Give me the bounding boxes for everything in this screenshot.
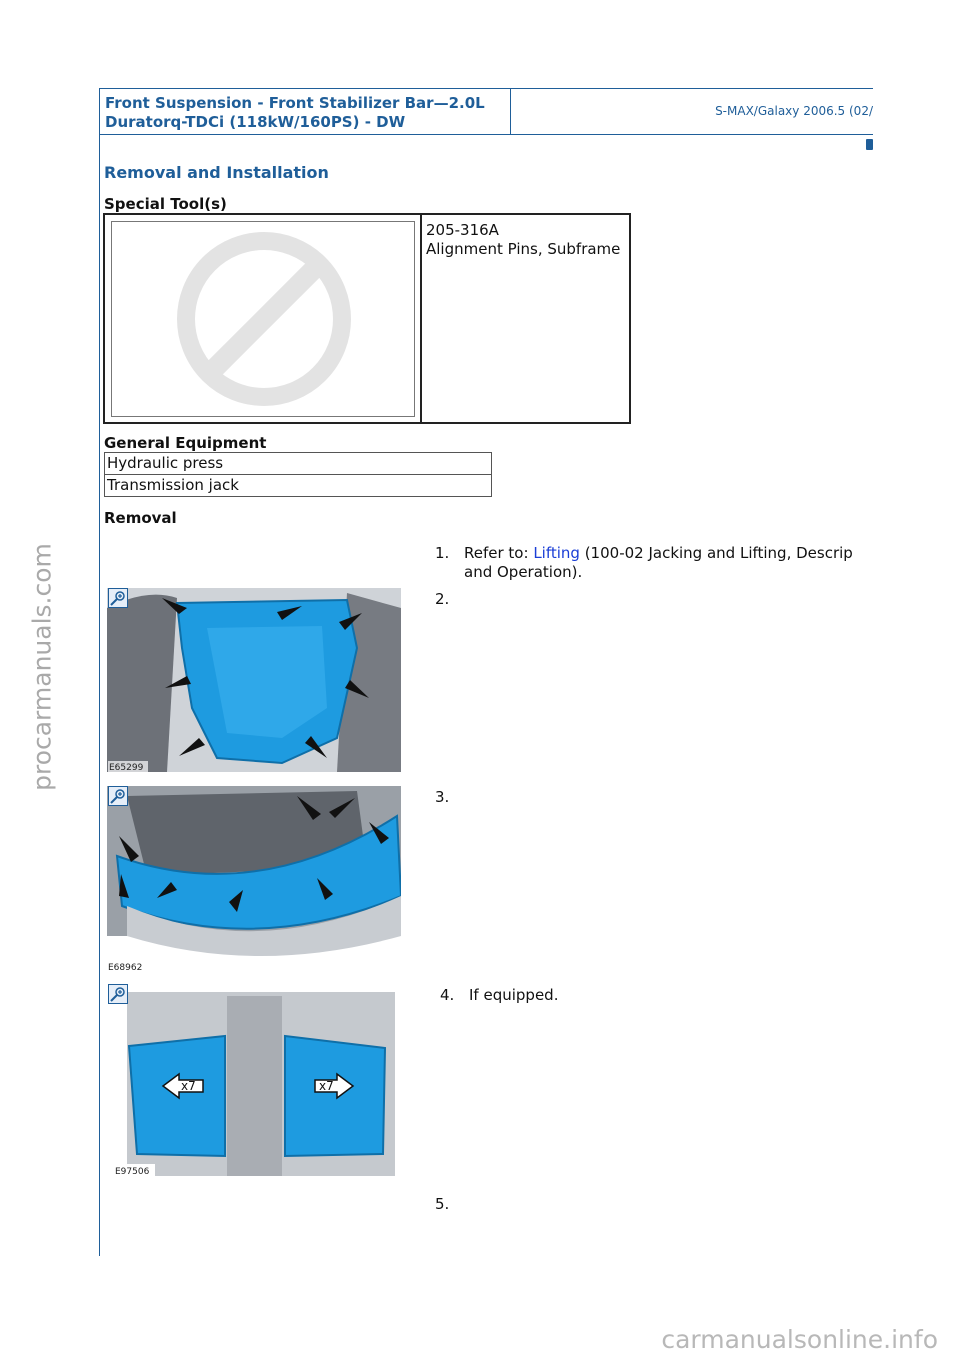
equipment-item: Transmission jack [104, 475, 492, 497]
step-3-illustration [107, 786, 401, 974]
step-text: If equipped. [469, 986, 559, 1004]
page-title-line2: Duratorq-TDCi (118kW/160PS) - DW [105, 113, 406, 131]
zoom-icon[interactable] [108, 786, 128, 806]
step-number: 5. [435, 1195, 450, 1213]
watermark-left: procarmanuals.com [27, 543, 57, 791]
vehicle-model-label: S-MAX/Galaxy 2006.5 (02/ [715, 104, 873, 118]
image-label: E65299 [109, 763, 144, 772]
watermark-bottom: carmanualsonline.info [661, 1325, 938, 1354]
tool-number: 205-316A [426, 221, 499, 239]
quantity-label-left: x7 [181, 1079, 196, 1093]
lifting-link[interactable]: Lifting [533, 544, 580, 562]
section-title: Removal and Installation [104, 163, 329, 182]
step-number: 2. [435, 590, 450, 608]
header-divider [510, 89, 511, 134]
page-title [105, 94, 510, 132]
tool-image-cell [105, 215, 422, 422]
equipment-item: Hydraulic press [104, 452, 492, 475]
removal-heading: Removal [104, 509, 177, 527]
step-text-suffix: (100-02 Jacking and Lifting, Descrip [579, 544, 853, 562]
tool-image-frame [111, 221, 415, 417]
page-title-line1: Front Suspension - Front Stabilizer Bar—2.0L [105, 94, 485, 112]
removal-step-1 [435, 544, 873, 584]
special-tools-table [103, 213, 631, 424]
special-tools-heading: Special Tool(s) [104, 195, 227, 213]
zoom-icon[interactable] [108, 588, 128, 608]
tool-description [426, 221, 620, 259]
step-text-line2: and Operation). [464, 563, 583, 581]
general-equipment-table [104, 452, 492, 497]
page-left-rule [99, 88, 100, 1256]
image-label: E97506 [115, 1167, 150, 1176]
zoom-icon[interactable] [108, 984, 128, 1004]
underbody-shields-image [107, 986, 401, 1176]
step-text [464, 544, 873, 582]
general-equipment-heading: General Equipment [104, 434, 267, 452]
step-number: 4. [440, 986, 455, 1004]
step-text-prefix: Refer to: [464, 544, 534, 562]
step-number: 3. [435, 788, 450, 806]
step-2-illustration [107, 588, 401, 772]
print-icon[interactable] [866, 139, 873, 150]
image-label: E68962 [108, 963, 143, 973]
step-number: 1. [435, 544, 450, 562]
front-undershield-image [107, 786, 401, 974]
quantity-label-right: x7 [319, 1079, 334, 1093]
engine-undershield-image [107, 588, 401, 772]
page-header [99, 88, 873, 135]
step-4-illustration [107, 986, 401, 1176]
tool-name: Alignment Pins, Subframe [426, 240, 621, 258]
prohibited-icon [112, 222, 414, 416]
